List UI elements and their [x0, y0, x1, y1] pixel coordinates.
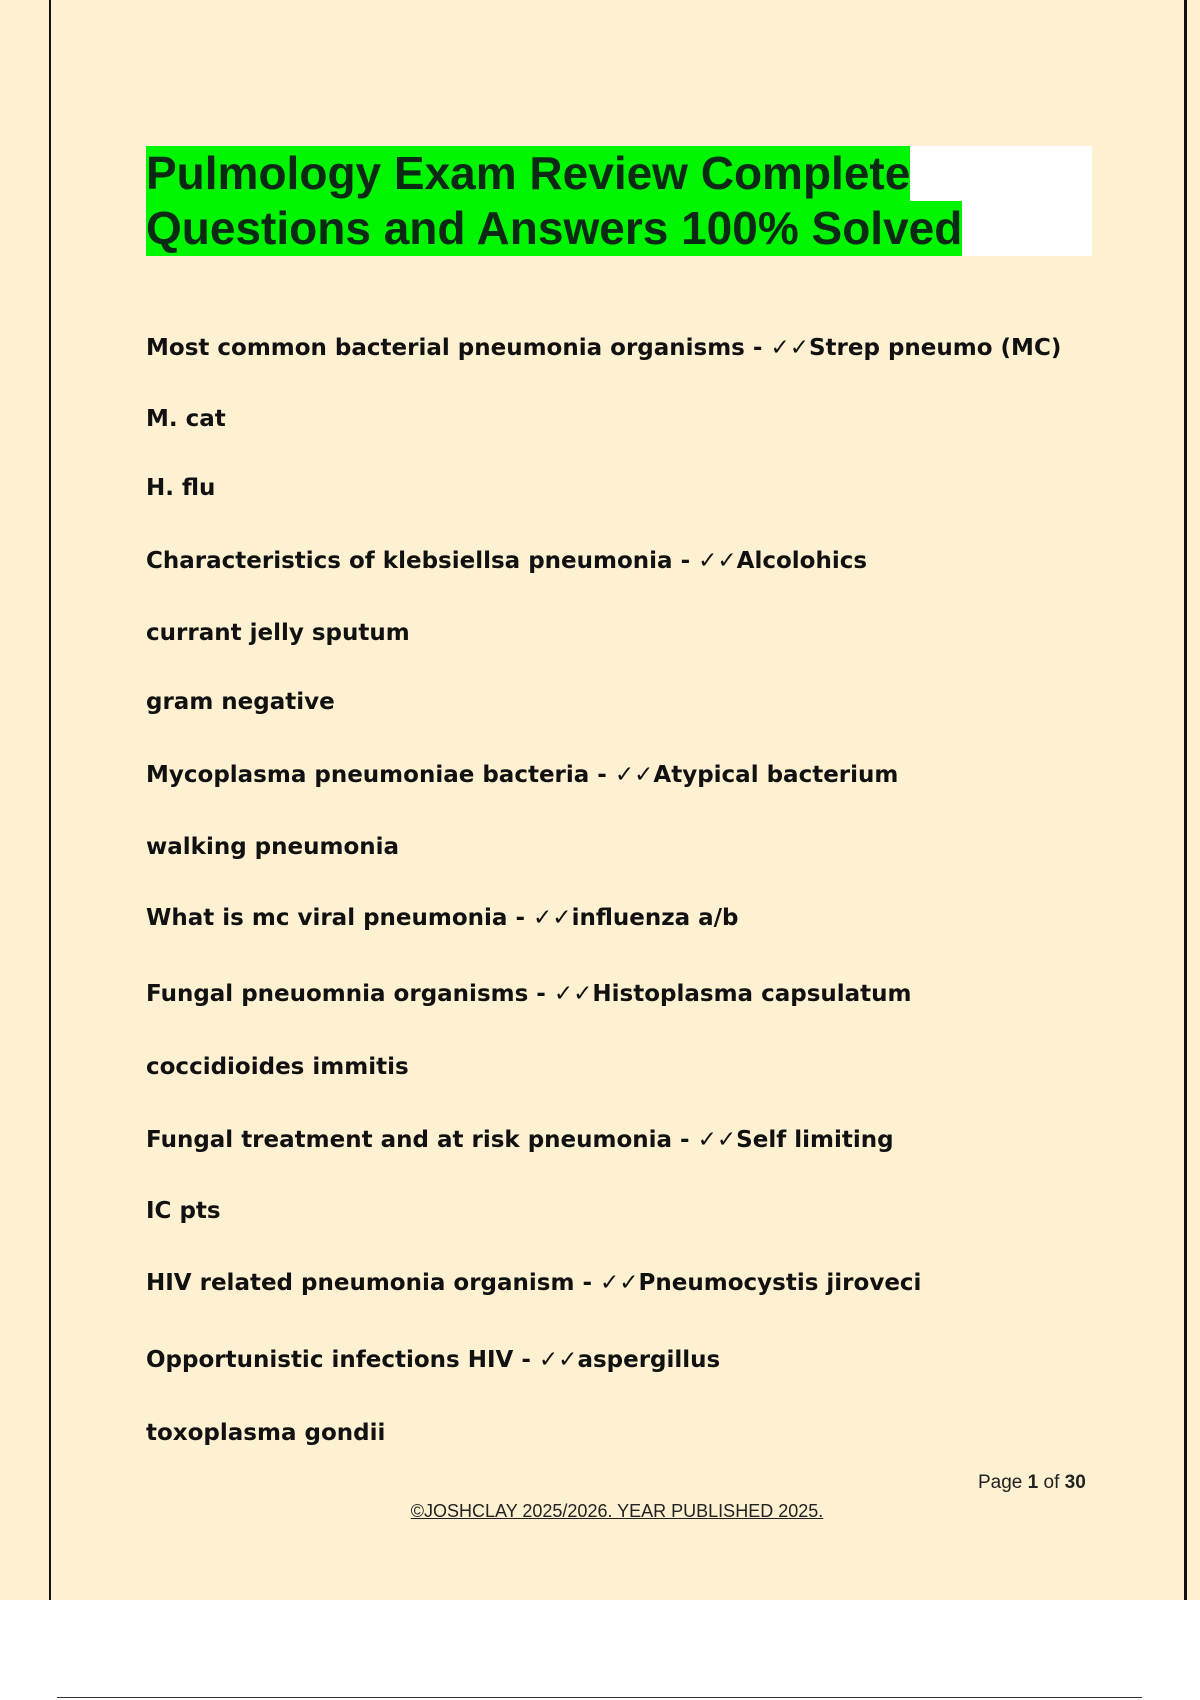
- copyright-footer: ©JOSHCLAY 2025/2026. YEAR PUBLISHED 2025.: [410, 1501, 824, 1521]
- answer-line: [146, 473, 215, 503]
- answer-text: Alcolohics: [736, 548, 868, 574]
- answer-text: aspergillus: [577, 1347, 721, 1373]
- double-check-icon: ✓✓: [600, 1270, 639, 1296]
- answer-text: Strep pneumo (MC): [808, 335, 1062, 361]
- question-text: Fungal pneuomnia organisms -: [146, 981, 554, 1007]
- bottom-divider: [57, 1697, 1142, 1698]
- answer-text: IC pts: [146, 1198, 221, 1224]
- qa-entry: [146, 903, 739, 933]
- page-current: 1: [1027, 1472, 1039, 1493]
- answer-text: currant jelly sputum: [146, 620, 410, 646]
- qa-entry: [146, 1345, 720, 1375]
- question-text: Characteristics of klebsiellsa pneumonia -: [146, 548, 699, 574]
- answer-line: [146, 687, 335, 717]
- question-text: Most common bacterial pneumonia organisms -: [146, 335, 771, 361]
- qa-entry: [146, 979, 912, 1009]
- qa-entry: [146, 1268, 921, 1298]
- double-check-icon: ✓✓: [553, 981, 593, 1007]
- qa-entry: [146, 1125, 894, 1155]
- answer-text: walking pneumonia: [146, 834, 400, 860]
- qa-entry: [146, 333, 1061, 363]
- question-text: Opportunistic infections HIV -: [146, 1347, 539, 1373]
- question-text: HIV related pneumonia organism -: [146, 1270, 600, 1296]
- question-text: Fungal treatment and at risk pneumonia -: [146, 1127, 698, 1153]
- answer-text: Pneumocystis jiroveci: [638, 1270, 922, 1296]
- answer-line: [146, 1052, 409, 1082]
- page-of: of: [1038, 1472, 1065, 1493]
- page-border-right: [1184, 0, 1187, 1600]
- double-check-icon: ✓✓: [538, 1347, 578, 1373]
- qa-entry: [146, 760, 898, 790]
- question-text: Mycoplasma pneumoniae bacteria -: [146, 762, 615, 788]
- document-title: [146, 146, 1092, 256]
- question-text: What is mc viral pneumonia -: [146, 905, 534, 931]
- page-number: [978, 1472, 1086, 1494]
- page-total: 30: [1064, 1472, 1086, 1493]
- answer-text: Self limiting: [736, 1127, 894, 1153]
- answer-text: influenza a/b: [571, 905, 739, 931]
- double-check-icon: ✓✓: [698, 548, 737, 574]
- double-check-icon: ✓✓: [770, 335, 809, 361]
- answer-text: M. cat: [146, 406, 226, 432]
- page-prefix: Page: [978, 1472, 1028, 1493]
- answer-text: Atypical bacterium: [653, 762, 899, 788]
- double-check-icon: ✓✓: [614, 762, 654, 788]
- answer-text: coccidioides immitis: [146, 1054, 409, 1080]
- page-border-left: [49, 0, 51, 1600]
- title-line-1: Pulmology Exam Review Complete: [146, 147, 911, 199]
- answer-text: toxoplasma gondii: [146, 1420, 386, 1446]
- answer-line: [146, 404, 226, 434]
- answer-text: Histoplasma capsulatum: [592, 981, 912, 1007]
- answer-text: H. flu: [146, 475, 216, 501]
- double-check-icon: ✓✓: [697, 1127, 737, 1153]
- title-line-2: Questions and Answers 100% Solved: [146, 202, 963, 254]
- double-check-icon: ✓✓: [533, 905, 572, 931]
- title-block: [146, 146, 1092, 256]
- answer-line: [146, 618, 410, 648]
- answer-line: [146, 1196, 221, 1226]
- answer-line: [146, 832, 399, 862]
- answer-line: [146, 1418, 385, 1448]
- qa-entry: [146, 546, 867, 576]
- answer-text: gram negative: [146, 689, 335, 715]
